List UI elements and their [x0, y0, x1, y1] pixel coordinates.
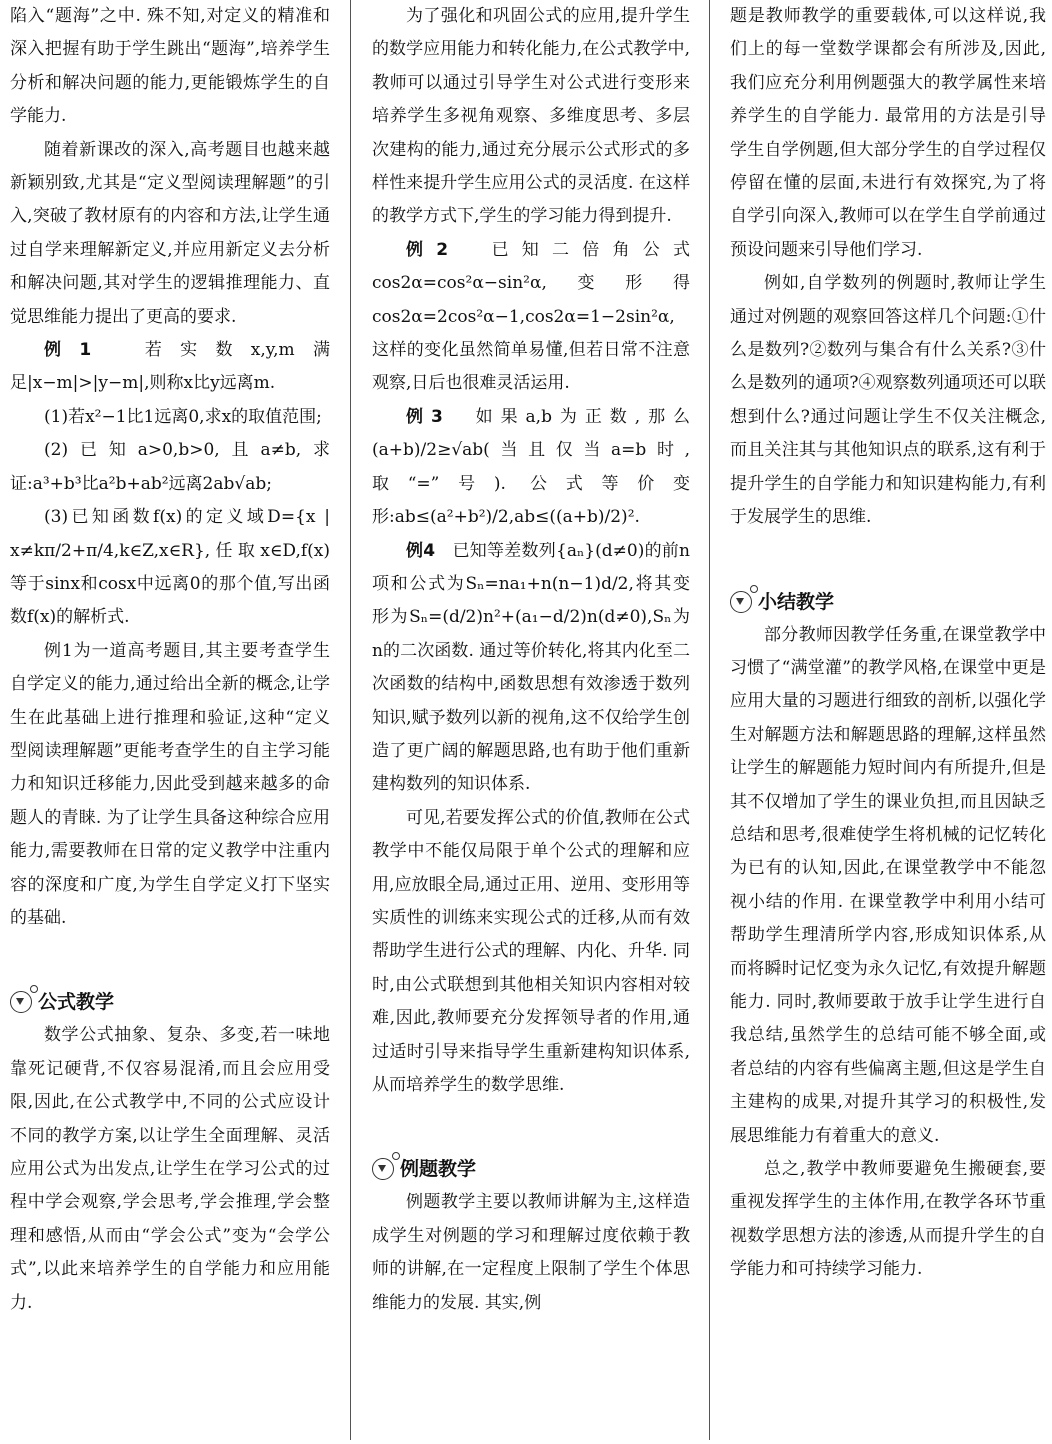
- section-title: 公式教学: [38, 991, 115, 1014]
- example-question: (3)已知函数f(x)的定义域D={x | x≠kπ/2+π/4,k∈Z,x∈R},任取x∈D,f(x)等于sinx和cosx中远离0的那个值,写出函数f(x)的解析式.: [10, 507, 330, 628]
- example-text: 若实数x,y,m满足|x−m|>|y−m|,则称x比y远离m.: [10, 340, 330, 394]
- example-text: 如果a,b为正数,那么(a+b)/2≥√ab(当且仅当a=b时,取“=”号). 公式等价变形:ab≤(a²+b²)/2,ab≤((a+b)/2)².: [372, 406, 691, 528]
- down-arrow-circle-icon: [372, 1158, 394, 1180]
- example-text: 已知等差数列{aₙ}(d≠0)的前n项和公式为Sₙ=na₁+n(n−1)d/2,将其变形为Sₙ=(d/2)n²+(a₁−d/2)n(d≠0),Sₙ为n的二次函数. 通过等价转化,将其内化至二次函数的结构中,函数思想有效渗透于数列知识,赋予数列以新的视角,这不仅给学生创造了更广阔的解题思路,也有助于他们重新建构数列的知识体系.: [372, 540, 690, 795]
- example-3: [372, 401, 690, 535]
- column-2: [372, 0, 690, 1444]
- paragraph: 部分教师因教学任务重,在课堂教学中习惯了“满堂灌”的教学风格,在课堂中更是应用大量的习题进行细致的剖析,以强化学生对解题方法和解题思路的理解,这样虽然让学生的解题能力短时间内有所提升,但是其不仅增加了学生的课业负担,而且因缺乏总结和思考,很难使学生将机械的记忆转化为已有的认知,因此,在课堂教学中不能忽视小结的作用. 在课堂教学中利用小结可帮助学生理清所学内容,形成知识体系,从而将瞬时记忆变为永久记忆,有效提升解题能力. 同时,教师要敢于放手让学生进行自我总结,虽然学生的总结可能不够全面,或者总结的内容有些偏离主题,但这是学生自主建构的成果,对提升其学习的积极性,发展思维能力有着重大的意义.: [730, 624, 1046, 1146]
- column-divider-right: [709, 0, 710, 1440]
- paragraph: 可见,若要发挥公式的价值,教师在公式教学中不能仅局限于单个公式的理解和应用,应放眼全局,通过正用、逆用、变形用等实质性的训练来实现公式的迁移,从而有效帮助学生进行公式的理解、内化、升华. 同时,由公式联想到其他相关知识内容相对较难,因此,教师要充分发挥领导者的作用,通过适时引导来指导学生重新建构知识体系,从而培养学生的数学思维.: [372, 807, 690, 1095]
- column-3: [730, 0, 1046, 1444]
- paragraph: 数学公式抽象、复杂、多变,若一味地靠死记硬背,不仅容易混淆,而且会应用受限,因此,在公式教学中,不同的公式应设计不同的教学方案,以让学生全面理解、灵活应用公式为出发点,让学生在学习公式的过程中学会观察,学会思考,学会推理,学会整理和感悟,从而由“学会公式”变为“会学公式”,以此来培养学生的自学能力和应用能力.: [10, 1025, 330, 1313]
- example-2: [372, 234, 690, 401]
- example-4: [372, 535, 690, 802]
- example-label: 例4: [406, 540, 436, 561]
- paragraph: 例1为一道高考题目,其主要考查学生自学定义的能力,通过给出全新的概念,让学生在此基础上进行推理和验证,这种“定义型阅读理解题”更能考查学生的自主学习能力和知识迁移能力,因此受到越来越多的命题人的青睐. 为了让学生具备这种综合应用能力,需要教师在日常的定义教学中注重内容的深度和广度,为学生自学定义打下坚实的基础.: [10, 640, 330, 928]
- section-heading: [10, 985, 330, 1019]
- example-question: (2)已知a>0,b>0,且a≠b,求证:a³+b³比a²b+ab²远离2ab√ab;: [10, 440, 330, 494]
- paragraph: 题是教师教学的重要载体,可以这样说,我们上的每一堂数学课都会有所涉及,因此,我们应充分利用例题强大的教学属性来培养学生的自学能力. 最常用的方法是引导学生自学例题,但大部分学生的自学过程仅停留在懂的层面,未进行有效探究,为了将自学引向深入,教师可以在学生自学前通过预设问题来引导他们学习.: [730, 6, 1046, 260]
- section-title: 小结教学: [758, 590, 835, 613]
- example-label: 例1: [44, 340, 92, 361]
- column-1: [10, 0, 330, 1444]
- paragraph: 总之,教学中教师要避免生搬硬套,要重视发挥学生的主体作用,在教学各环节重视数学思想方法的渗透,从而提升学生的自学能力和可持续学习能力.: [730, 1159, 1046, 1280]
- paragraph: 陷入“题海”之中. 殊不知,对定义的精准和深入把握有助于学生跳出“题海”,培养学生分析和解决问题的能力,更能锻炼学生的自学能力.: [10, 6, 330, 127]
- example-label: 例2: [406, 239, 449, 260]
- paragraph: 为了强化和巩固公式的应用,提升学生的数学应用能力和转化能力,在公式教学中,教师可以通过引导学生对公式进行变形来培养学生多视角观察、多维度思考、多层次建构的能力,通过充分展示公式形式的多样性来提升学生应用公式的灵活度. 在这样的教学方式下,学生的学习能力得到提升.: [372, 6, 690, 227]
- down-arrow-circle-icon: [10, 991, 32, 1013]
- example-label: 例3: [406, 406, 443, 427]
- paragraph: 随着新课改的深入,高考题目也越来越新颖别致,尤其是“定义型阅读理解题”的引入,突破了教材原有的内容和方法,让学生通过自学来理解新定义,并应用新定义去分析和解决问题,其对学生的逻辑推理能力、直觉思维能力提出了更高的要求.: [10, 139, 330, 327]
- example-text: 已知二倍角公式cos2α=cos²α−sin²α,变形得cos2α=2cos²α−1,cos2α=1−2sin²α,这样的变化虽然简单易懂,但若日常不注意观察,日后也很难灵活运用.: [372, 239, 690, 394]
- example-question: (1)若x²−1比1远离0,求x的取值范围;: [44, 406, 322, 427]
- example-1: [10, 334, 330, 401]
- section-heading: [730, 585, 1046, 619]
- column-divider-left: [350, 0, 351, 1440]
- paragraph: 例题教学主要以教师讲解为主,这样造成学生对例题的学习和理解过度依赖于教师的讲解,在一定程度上限制了学生个体思维能力的发展. 其实,例: [372, 1192, 690, 1313]
- down-arrow-circle-icon: [730, 591, 752, 613]
- paragraph: 例如,自学数列的例题时,教师让学生通过对例题的观察回答这样几个问题:①什么是数列?②数列与集合有什么关系?③什么是数列的通项?④观察数列通项还可以联想到什么?通过问题让学生不仅关注概念,而且关注其与其他知识点的联系,这有利于提升学生的自学能力和知识建构能力,有利于发展学生的思维.: [730, 273, 1046, 528]
- section-heading: [372, 1152, 690, 1186]
- section-title: 例题教学: [400, 1158, 477, 1181]
